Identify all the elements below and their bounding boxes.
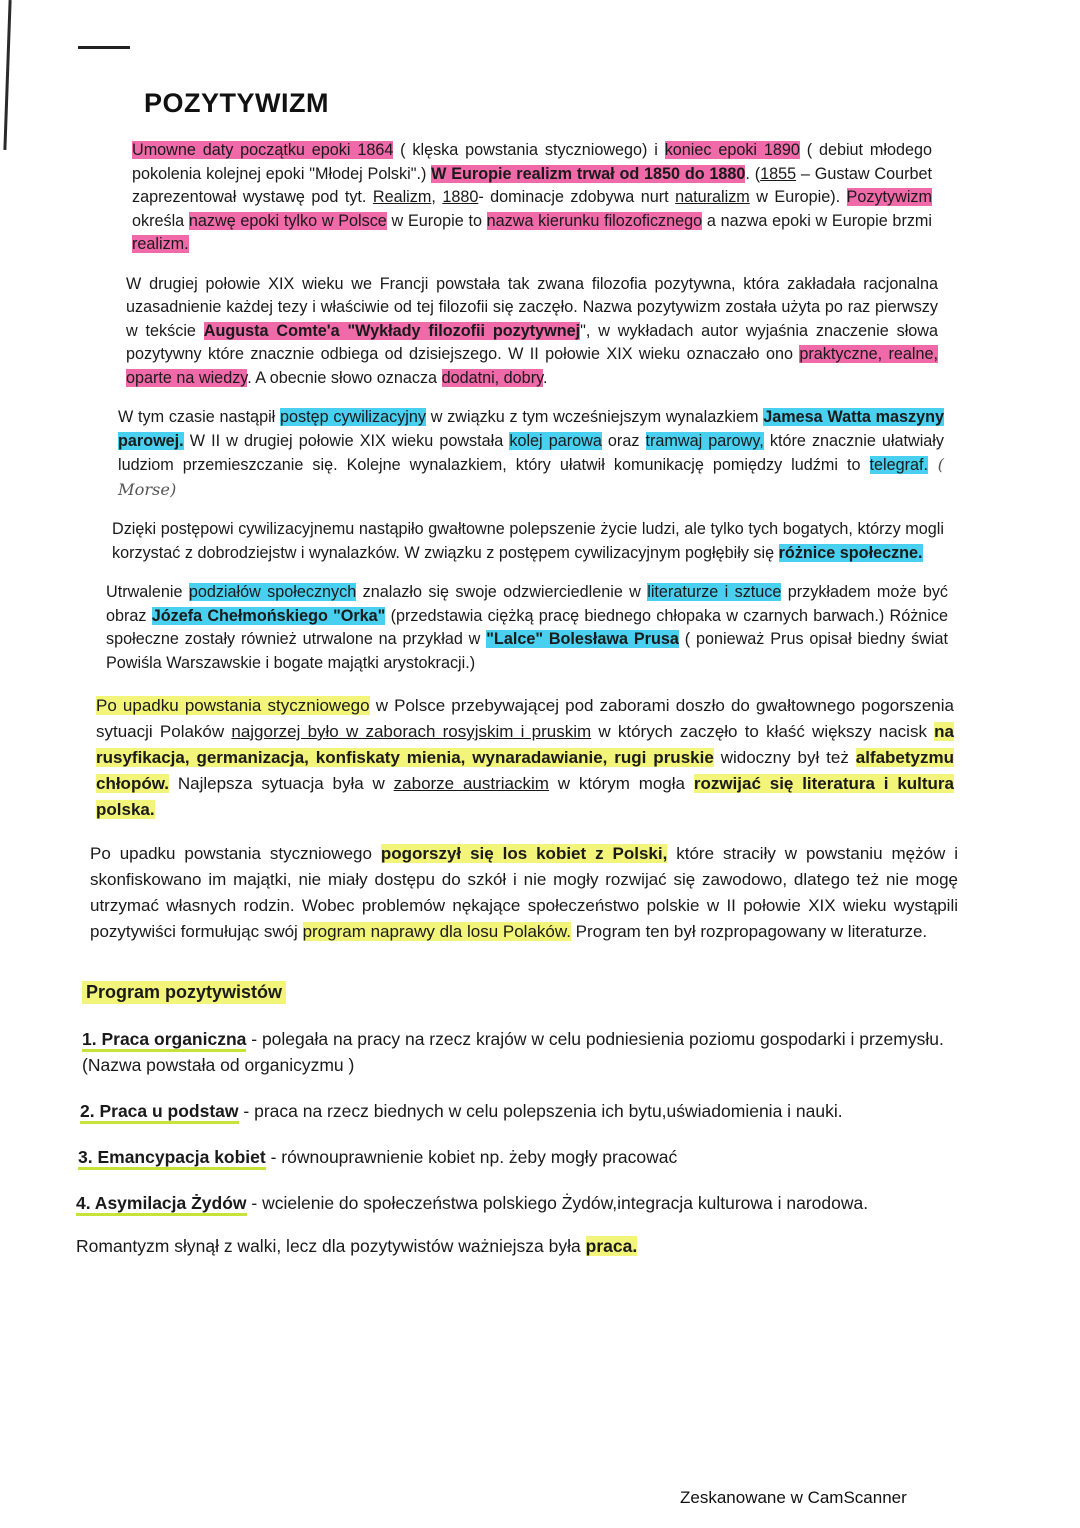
handwritten-note: ( Morse) [118,455,944,499]
text-run: które znacznie ułatwiały ludziom przemieszczanie się. Kolejne wynalazkiem, który ułatwił komunikację pomiędzy ludźmi to [118,431,945,474]
highlight-end-date: koniec epoki 1890 [664,141,800,159]
paragraph-women [90,841,958,945]
highlight-culture: rozwijać się literatura i kultura polska. [96,774,954,819]
underlined-year: 1855 [760,164,797,183]
highlight-progress: postęp cywilizacyjny [280,408,427,426]
text-run: w Europie). [749,188,847,206]
highlight-program: program naprawy dla losu Polaków. [302,922,571,941]
program-description: - równouprawnienie kobiet np. żeby mogły pracować [265,1147,678,1167]
text-run: Utrwalenie [106,583,189,601]
highlight-chelmonski: Józefa Chełmońskiego "Orka" [151,606,386,625]
highlight-positivism: Pozytywizm [846,188,932,206]
text-run: ( debiut młodego pokolenia kolejnej epoki "Młodej Polski".) [132,141,932,183]
closing-sentence [76,1236,970,1257]
program-term: 2. Praca u podstaw [80,1101,239,1124]
text-run: w Europie to [386,211,487,230]
highlight-positive: dodatni, dobry [441,368,543,387]
text-run: W tym czasie nastąpił [118,408,281,426]
text-run: . A obecnie słowo oznacza [247,368,442,387]
text-run: (przedstawia ciężką pracę biednego chłopaka w czarnych barwach.) Różnice społeczne zostały również utrwalone na przykład w [106,606,948,648]
text-run: - dominacje zdobywa nurt [478,188,676,206]
program-description: - wcielenie do społeczeństwa polskiego Żydów,integracja kulturowa i narodowa. [246,1193,869,1213]
text-run: Romantyzm słynął z walki, lecz dla pozytywistów ważniejsza była [76,1236,586,1256]
text-run: W II w drugiej połowie XIX wieku powstała [183,431,510,450]
text-run: w Polsce przebywającej pod zaborami doszło do gwałtownego pogorszenia sytuacji Polaków [96,696,954,741]
paragraph-social-differences [112,518,944,565]
text-run: znalazło się swoje odzwierciedlenie w [356,583,648,601]
program-item-assimilation [76,1190,966,1216]
underlined-term: naturalizm [675,188,750,206]
program-heading: Program pozytywistów [82,981,286,1004]
underlined-year: 1880 [442,188,479,206]
text-run: Po upadku powstania styczniowego [90,844,381,863]
page-title: POZYTYWIZM [144,88,329,118]
text-run: w związku z tym wcześniejszym wynalazkiem [426,408,764,426]
text-run: – Gustaw Courbet zaprezentował wystawę pod tyt. [132,164,932,206]
highlight-tram: tramwaj parowy, [645,431,764,450]
program-item-emancipation [78,1144,958,1170]
paragraph-philosophy [126,273,938,391]
text-run: przykładem może być obraz [106,583,949,625]
highlight-uprising: Po upadku powstania styczniowego [96,696,370,715]
text-run: ( klęska powstania styczniowego) i [393,141,665,159]
highlight-realism-europe: W Europie realizm trwał od 1850 do 1880 [431,164,746,183]
text-run: , [431,188,443,206]
highlight-epoch-name: nazwę epoki tylko w Polsce [188,211,387,230]
highlight-social-differences: różnice społeczne. [778,543,923,562]
text-run: Dzięki postępowi cywilizacyjnemu nastąpiło gwałtowne polepszenie życie ludzi, ale tylko tych bogatych, którzy mogli korzystać z dobrodziejstw i wynalazków. W związku z postępem cywilizacyjnym pogłębiły się [112,520,944,562]
text-run: Najlepsza sytuacja była w [169,774,394,793]
scan-edge-line [3,0,11,150]
text-run: ( ponieważ Prus opisał biedny świat Powiśla Warszawskie i bogate majątki arystokracji.) [106,630,949,672]
paragraph-epoch-dates [132,139,932,257]
paragraph-after-uprising [96,693,954,823]
camscanner-watermark: Zeskanowane w CamScanner [680,1488,907,1507]
highlight-illiteracy: alfabetyzmu chłopów. [96,748,954,793]
highlight-philosophy: nazwa kierunku filozoficznego [486,211,703,230]
text-run: widoczny był też [713,748,856,767]
highlight-literature-art: literaturze i sztuce [647,583,782,601]
highlight-realism: realizm. [132,235,189,253]
program-item-grassroots-work [80,1098,960,1124]
underlined-partitions: najgorzej było w zaborach rosyjskim i pruskim [231,722,592,741]
program-term: 1. Praca organiczna [82,1029,246,1052]
text-run: które straciły w powstaniu mężów i skonfiskowano im majątki, nie miały dostępu do szkół i nie mogły rozwijać się zawodowo, dlatego też nie mogę utrzymać własnych rodzin. Wobec problemów nękające społeczeństwo polskie w II połowie XIX wieku wystąpili pozytywiści formułując swój [90,844,958,941]
program-description: - polegała na pracy na rzecz krajów w celu podniesienia poziomu gospodarki i przemysłu. (Nazwa powstała od organicyzmu ) [82,1029,944,1075]
text-run: określa [132,211,189,230]
highlight-women: pogorszył się los kobiet z Polski, [380,844,668,863]
text-run: . ( [745,164,761,183]
document-page [70,88,970,1257]
underlined-term: Realizm [372,188,432,206]
text-run: w którym mogła [548,774,694,793]
highlight-practical: praktyczne, realne, oparte na wiedzy [126,345,938,387]
program-description: - praca na rzecz biednych w celu polepszenia ich bytu,uświadomienia i nauki. [238,1101,843,1121]
highlight-divisions: podziałów społecznych [188,583,357,601]
program-term: 4. Asymilacja Żydów [76,1193,247,1216]
highlight-start-date: Umowne daty początku epoki 1864 [132,141,394,159]
handwritten-dash [78,46,130,49]
paragraph-art [106,581,948,675]
highlight-russification: na rusyfikacja, germanizacja, konfiskaty mienia, wynaradawianie, rugi pruskie [96,722,955,767]
text-run: Program ten był rozpropagowany w literaturze. [570,922,928,941]
program-item-organic-work [82,1026,962,1078]
highlight-work: praca. [585,1236,638,1256]
text-run: ", w wykładach autor wyjaśnia znaczenie słowa pozytywny które znacznie odbiega od dzisiejszego. W II połowie XIX wieku oznaczało ono [126,321,938,363]
program-term: 3. Emancypacja kobiet [78,1147,266,1170]
highlight-lalka: "Lalce" Bolesława Prusa [486,630,679,648]
text-run: oraz [601,431,646,450]
highlight-railway: kolej parowa [509,431,602,450]
highlight-watt: Jamesa Watta maszyny parowej. [118,408,944,450]
text-run: w których zaczęło to kłaść większy nacisk [591,722,935,741]
highlight-comte: Augusta Comte'a "Wykłady filozofii pozytywnej [203,321,581,340]
paragraph-civilization [118,406,944,502]
underlined-austria: zaborze austriackim [393,774,549,793]
text-run: W drugiej połowie XIX wieku we Francji powstała tak zwana filozofia pozytywna, która zakładała racjonalna uzasadnienie każdej tezy i właściwie od tej filozofii się zaczęło. Nazwa pozytywizm została użyta po raz pierwszy w tekście [126,274,938,340]
text-run: . [542,368,548,387]
text-run: a nazwa epoki w Europie brzmi [702,211,933,230]
highlight-telegraph: telegraf. [869,456,928,474]
